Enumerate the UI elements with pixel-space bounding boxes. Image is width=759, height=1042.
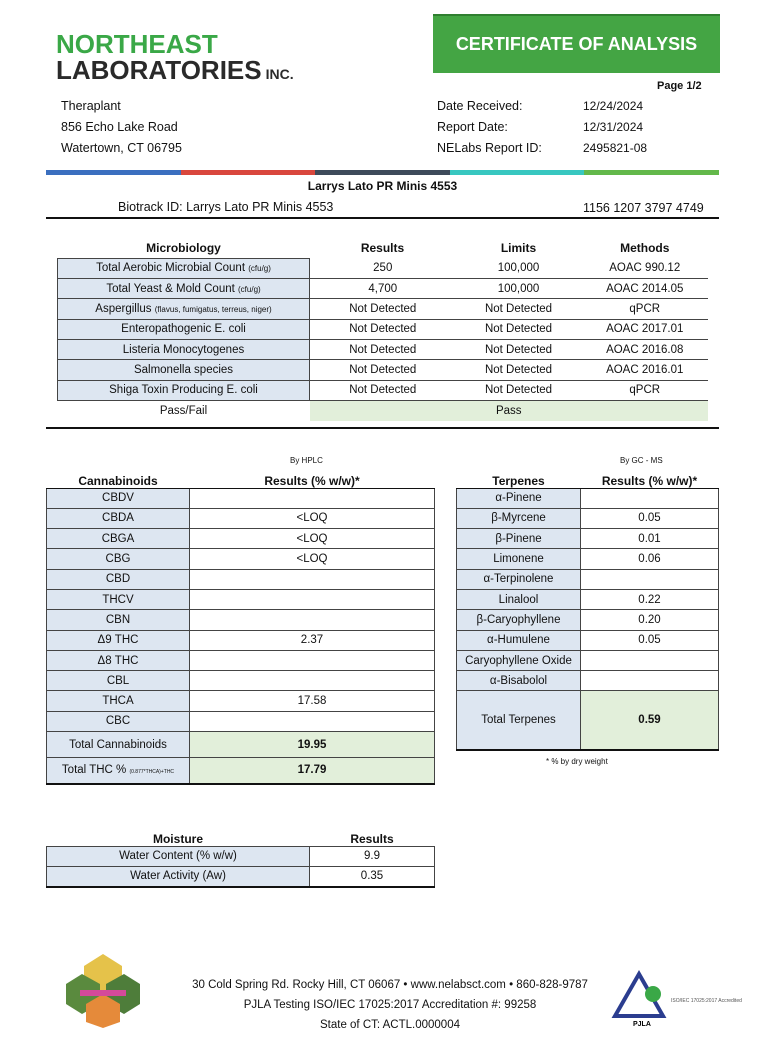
terpene-row: Linalool 0.22 [457, 589, 719, 609]
cannabinoid-row: CBD [47, 569, 435, 589]
cannabinoids-table: Cannabinoids Results (% w/w)* CBDV CBDA <LOQ CBGA <LOQ CBG <LOQ CBD THCV CBN Δ9 THC 2.37 Δ8 THC CBL THCA 17.58 CBC Total Cannabinoids 19.95 Total THC % (0.877*THCA)+THC 17.79 [46, 470, 435, 785]
terpene-row: α-Humulene 0.05 [457, 630, 719, 650]
terpene-row: Limonene 0.06 [457, 549, 719, 569]
page-number: Page 1/2 [657, 80, 702, 92]
cannabinoid-row: THCA 17.58 [47, 691, 435, 711]
logo-northeast: NORTHEAST [56, 29, 218, 59]
sample-title: Larrys Lato PR Minis 4553 [307, 179, 458, 193]
pjla-logo-icon [611, 972, 742, 1028]
dry-weight-note: * % by dry weight [546, 757, 608, 766]
microbiology-row: Enteropathogenic E. coli Not Detected Not Detected AOAC 2017.01 [58, 319, 709, 339]
logo-laboratories: LABORATORIES INC. [56, 55, 294, 85]
moisture-table: Moisture Results Water Content (% w/w) 9.9 Water Activity (Aw) 0.35 [46, 828, 435, 888]
terpene-row: α-Terpinolene [457, 569, 719, 589]
microbiology-row: Total Aerobic Microbial Count (cfu/g) 250 100,000 AOAC 990.12 [58, 258, 709, 278]
svg-text:PJLA: PJLA [633, 1021, 651, 1028]
footer: 30 Cold Spring Rd. Rocky Hill, CT 06067 • www.nelabsct.com • 860-828-9787 PJLA Testing ISO/IEC 17025:2017 Accreditation #: 99258 State of CT: ACTL.0000004 [192, 979, 588, 1031]
cannabinoid-row: CBN [47, 610, 435, 630]
cannabinoid-row: THCV [47, 589, 435, 609]
cannabinoid-row: Δ8 THC [47, 650, 435, 670]
microbiology-row: Total Yeast & Mold Count (cfu/g) 4,700 100,000 AOAC 2014.05 [58, 279, 709, 299]
svg-text:ISO/IEC 17025:2017 Accredited: ISO/IEC 17025:2017 Accredited [671, 998, 742, 1004]
color-bar-segment [46, 170, 181, 175]
color-bar-segment [450, 170, 585, 175]
cannabinoid-row: CBL [47, 671, 435, 691]
client-block: Theraplant 856 Echo Lake Road Watertown, CT 06795 [61, 99, 182, 155]
terpene-row: β-Caryophyllene 0.20 [457, 610, 719, 630]
color-bar-segment [181, 170, 316, 175]
terpene-row: β-Myrcene 0.05 [457, 508, 719, 528]
microbiology-row: Salmonella species Not Detected Not Detected AOAC 2016.01 [58, 360, 709, 380]
microbiology-row: Shiga Toxin Producing E. coli Not Detected Not Detected qPCR [58, 380, 709, 400]
terpene-row: Caryophyllene Oxide [457, 650, 719, 670]
terpenes-table: Terpenes Results (% w/w)* α-Pinene β-Myrcene 0.05 β-Pinene 0.01 Limonene 0.06 α-Terpinolene Linalool 0.22 β-Caryophyllene 0.20 α-Humulene 0.05 Caryophyllene Oxide α-Bisabolol Total Terpenes 0.59 [456, 470, 719, 751]
divider [46, 217, 719, 219]
gcms-label: By GC - MS [620, 456, 663, 465]
microbiology-row: Aspergillus (flavus, fumigatus, terreus, niger) Not Detected Not Detected qPCR [58, 299, 709, 319]
biotrack-label: Biotrack ID: Larrys Lato PR Minis 4553 [118, 200, 334, 214]
cannabinoid-row: CBDV [47, 488, 435, 508]
terpene-row: α-Pinene [457, 488, 719, 508]
color-bar-segment [315, 170, 450, 175]
report-meta-values: 12/24/2024 12/31/2024 2495821-08 [583, 99, 648, 155]
cannabinoid-row: CBGA <LOQ [47, 529, 435, 549]
pass-fail-row: Pass/Fail Pass [58, 400, 709, 420]
cannabinoid-row: CBG <LOQ [47, 549, 435, 569]
certificate-banner: CERTIFICATE OF ANALYSIS [433, 14, 720, 73]
cannabinoid-row: CBDA <LOQ [47, 508, 435, 528]
cannabinoid-row: Δ9 THC 2.37 [47, 630, 435, 650]
divider [46, 427, 719, 429]
microbiology-table: Microbiology Results Limits Methods Total Aerobic Microbial Count (cfu/g) 250 100,000 AOAC 990.12 Total Yeast & Mold Count (cfu/g) 4,700 100,000 AOAC 2014.05 Aspergillus (flavus, fumigatus, terreus, niger) Not Detected Not Detected qPCR Enteropathogenic E. coli Not Detected Not Detected AOAC 2017.01 Listeria Monocytogenes Not Detected Not Detected AOAC 2016.08 Salmonella species Not Detected Not Detected AOAC 2016.01 Shiga Toxin Producing E. coli Not Detected Not Detected qPCR Pass/Fail Pass [57, 238, 708, 421]
color-bar-segment [584, 170, 719, 175]
terpene-row: β-Pinene 0.01 [457, 529, 719, 549]
hplc-label: By HPLC [290, 456, 323, 465]
terpene-row: α-Bisabolol [457, 671, 719, 691]
microbiology-row: Listeria Monocytogenes Not Detected Not Detected AOAC 2016.08 [58, 339, 709, 359]
accreditation-badges-icon [62, 950, 144, 1028]
report-meta-labels: Date Received: Report Date: NELabs Report ID: [437, 99, 542, 155]
cannabinoid-row: CBC [47, 711, 435, 731]
color-bar [46, 170, 719, 175]
biotrack-id: 1156 1207 3797 4749 [583, 201, 704, 215]
